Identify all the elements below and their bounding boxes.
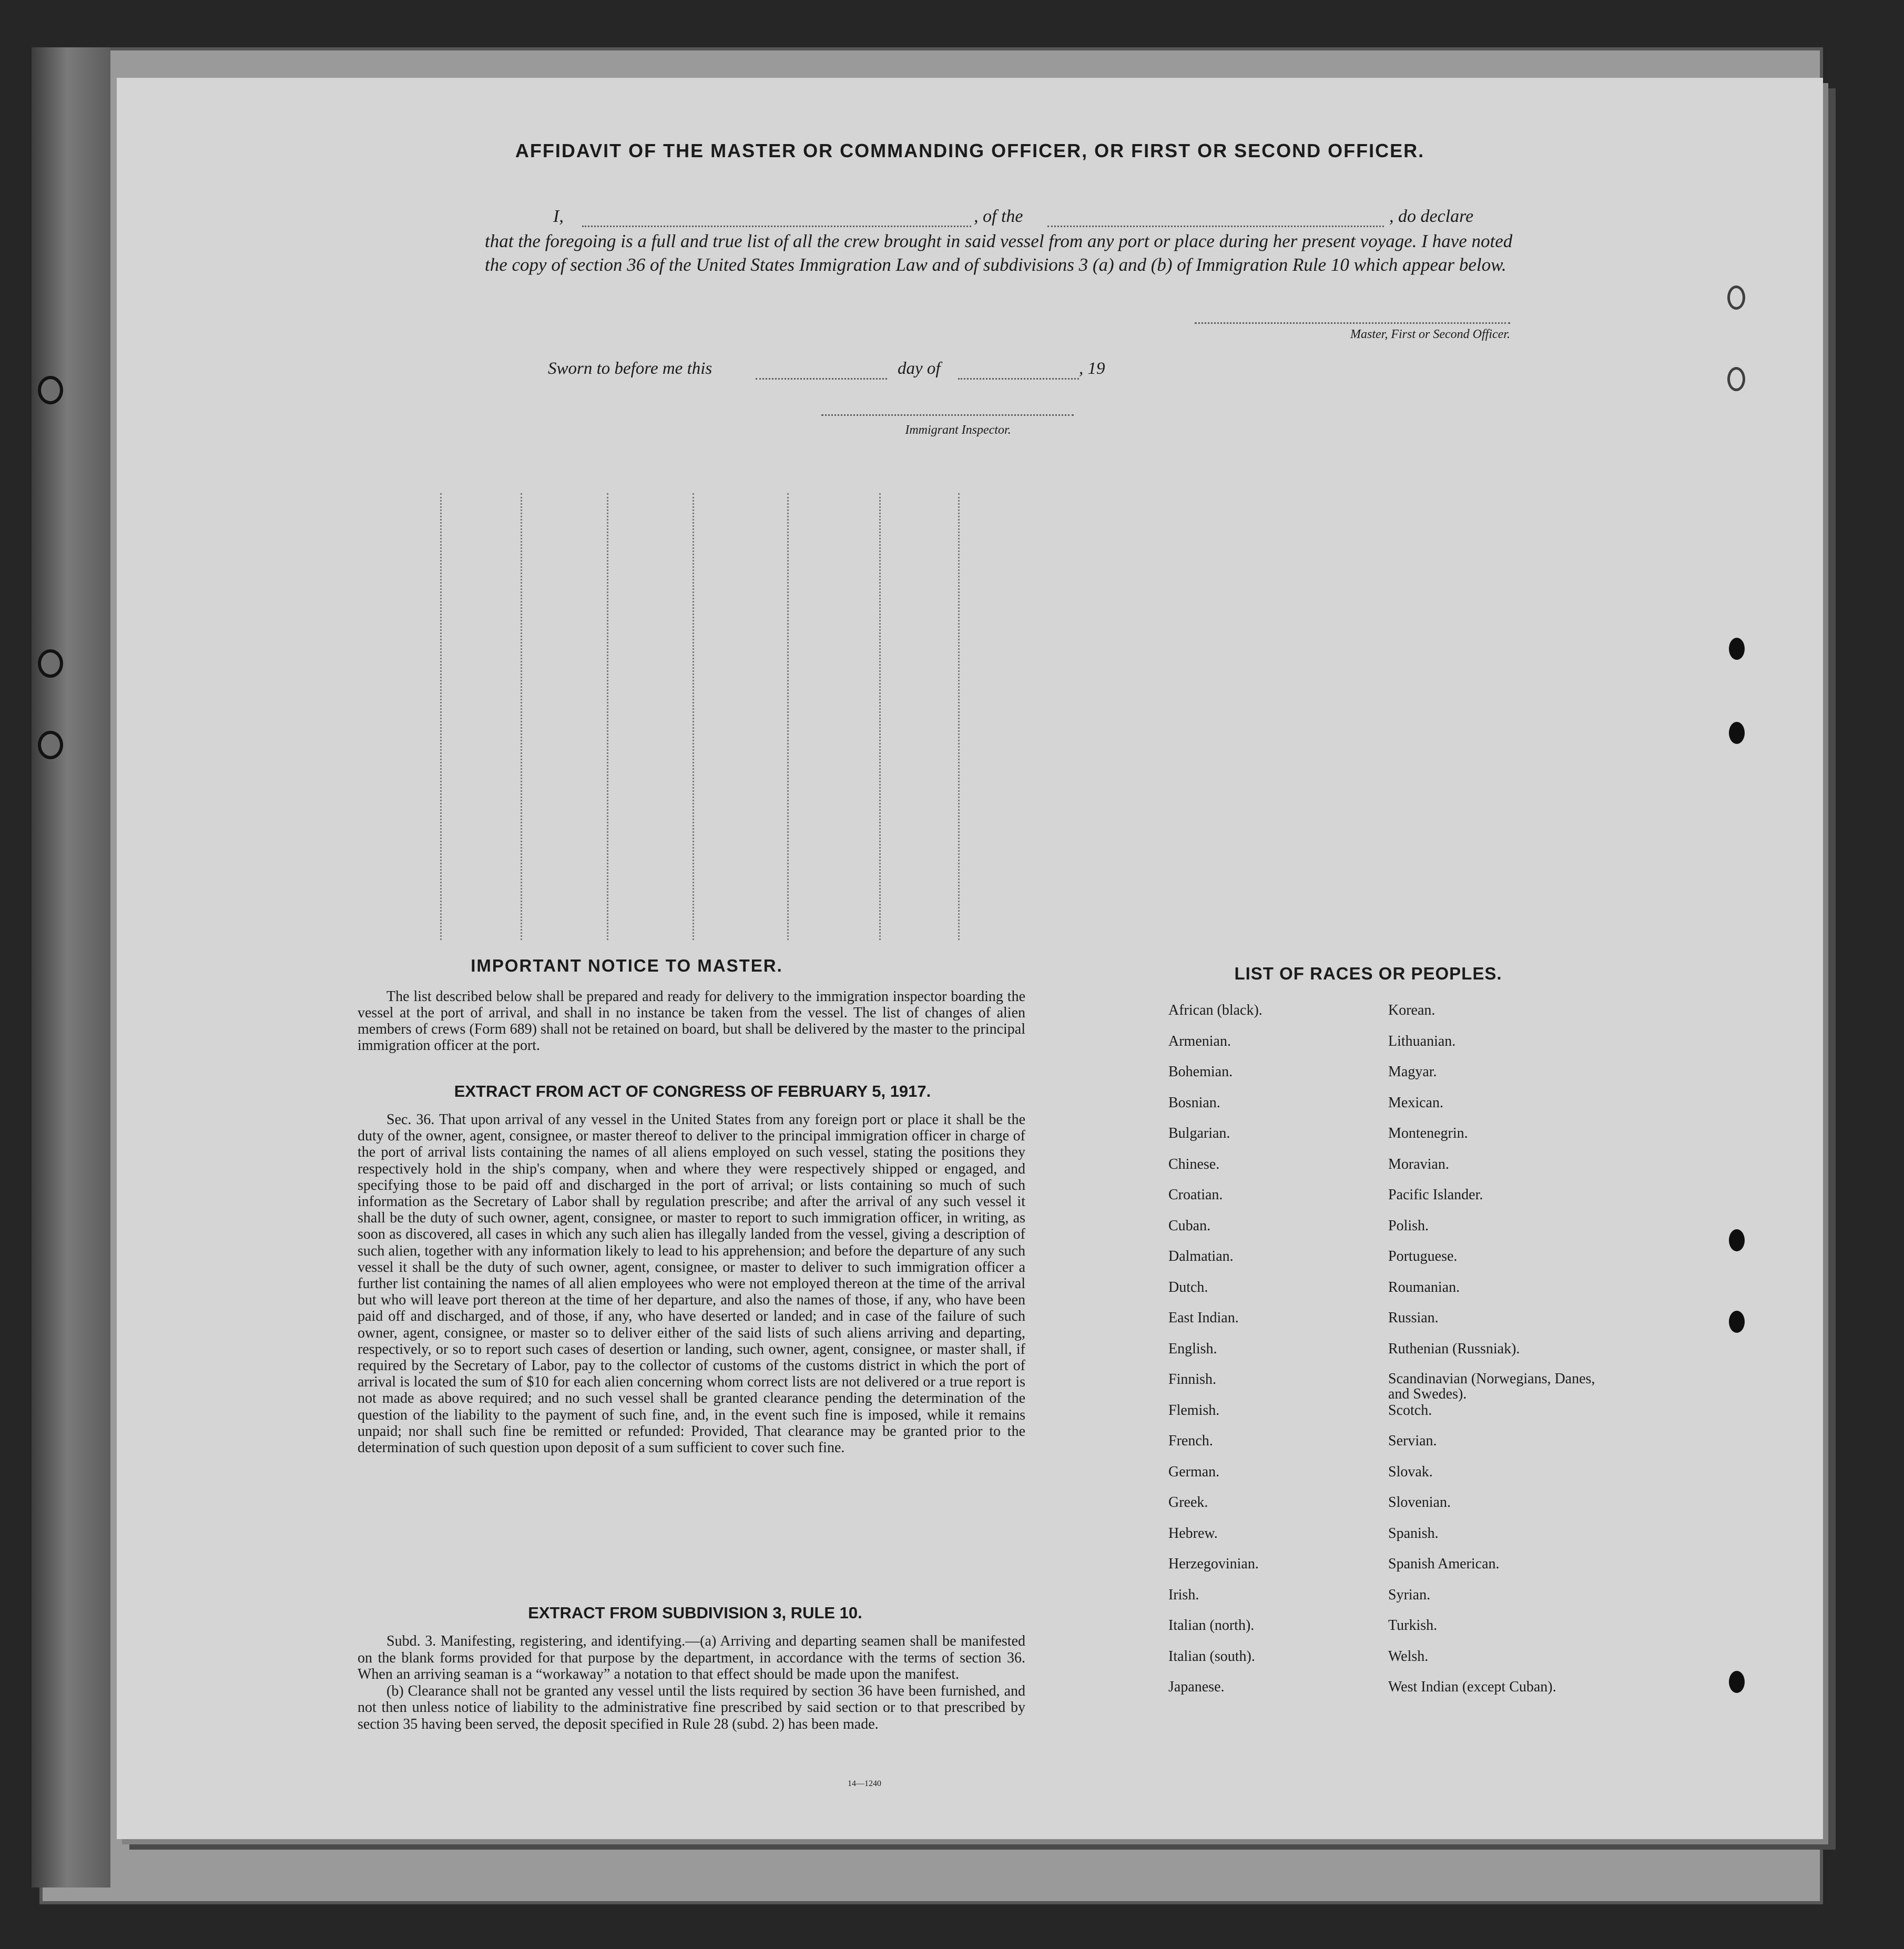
race-item: Dutch. bbox=[1168, 1279, 1208, 1295]
column-rule bbox=[958, 493, 960, 940]
punch-hole bbox=[1727, 285, 1745, 310]
punch-hole bbox=[1729, 1671, 1745, 1693]
master-signature-field[interactable] bbox=[1195, 322, 1510, 324]
races-right-column bbox=[1388, 1002, 1662, 1710]
punch-hole bbox=[1727, 367, 1745, 391]
race-item: Polish. bbox=[1388, 1217, 1429, 1234]
race-item: Welsh. bbox=[1388, 1648, 1429, 1665]
column-rule bbox=[693, 493, 694, 940]
affidavit-of-the-label: , of the bbox=[974, 207, 1023, 226]
affidavit-i-label: I, bbox=[553, 207, 564, 226]
race-item: Servian. bbox=[1388, 1433, 1437, 1449]
race-item: English. bbox=[1168, 1340, 1217, 1357]
race-item: Slovenian. bbox=[1388, 1494, 1451, 1511]
column-rule bbox=[440, 493, 442, 940]
form-code: 14—1240 bbox=[848, 1779, 881, 1788]
race-item: Syrian. bbox=[1388, 1586, 1431, 1603]
race-item: Spanish American. bbox=[1388, 1556, 1500, 1572]
race-item: Irish. bbox=[1168, 1586, 1199, 1603]
race-item: Greek. bbox=[1168, 1494, 1208, 1511]
master-signature-label: Master, First or Second Officer. bbox=[1350, 328, 1510, 341]
race-item: African (black). bbox=[1168, 1002, 1262, 1018]
rule-extract-title: EXTRACT FROM SUBDIVISION 3, RULE 10. bbox=[528, 1604, 862, 1622]
race-item: Bulgarian. bbox=[1168, 1125, 1230, 1141]
race-item: Russian. bbox=[1388, 1310, 1439, 1326]
race-item: Croatian. bbox=[1168, 1187, 1223, 1203]
punch-hole bbox=[1729, 1229, 1745, 1251]
race-item: Turkish. bbox=[1388, 1617, 1438, 1634]
column-rule bbox=[879, 493, 881, 940]
column-rule bbox=[607, 493, 608, 940]
sworn-day-field[interactable] bbox=[756, 378, 887, 380]
sworn-month-field[interactable] bbox=[958, 378, 1079, 380]
binder-ring bbox=[38, 376, 63, 404]
vessel-name-field[interactable] bbox=[1047, 226, 1384, 227]
sworn-label: Sworn to before me this bbox=[548, 359, 712, 378]
race-item: Italian (north). bbox=[1168, 1617, 1255, 1634]
race-item: West Indian (except Cuban). bbox=[1388, 1679, 1556, 1695]
race-item: Flemish. bbox=[1168, 1402, 1220, 1419]
race-item: Finnish. bbox=[1168, 1371, 1217, 1387]
race-item: Japanese. bbox=[1168, 1679, 1225, 1695]
race-item: Roumanian. bbox=[1388, 1279, 1460, 1295]
race-item: Italian (south). bbox=[1168, 1648, 1255, 1665]
rule-extract-body bbox=[358, 1633, 1025, 1732]
rule-paragraph-a: Subd. 3. Manifesting, registering, and identifying.—(a) Arriving and departing seamen shall be manifested on the blank forms provided for that purpose by the department, in accordance with the terms of section 36. When an arriving seaman is a “workaway” a notation to that effect should be made upon the manifest. bbox=[358, 1633, 1025, 1682]
race-item: Bohemian. bbox=[1168, 1064, 1233, 1080]
inspector-signature-label: Immigrant Inspector. bbox=[905, 423, 1011, 437]
notice-body: The list described below shall be prepared and ready for delivery to the immigration inspector boarding the vessel at the port of arrival, and shall in no instance be taken from the vessel. The list of changes of alien members of crews (Form 689) shall not be retained on board, but shall be delivered by the master to the principal immigration officer at the port. bbox=[358, 988, 1025, 1054]
punch-hole bbox=[1729, 722, 1745, 744]
race-item: Ruthenian (Russniak). bbox=[1388, 1340, 1520, 1357]
race-item: Lithuanian. bbox=[1388, 1033, 1456, 1049]
race-item: Bosnian. bbox=[1168, 1094, 1220, 1111]
act-extract-body: Sec. 36. That upon arrival of any vessel in the United States from any foreign port or place it shall be the duty of the owner, agent, consignee, or master thereof to deliver to the principal immigration officer in charge of the port of arrival lists containing the names of all aliens employed on such vessel, stating the positions they respectively hold in the ship's company, when and where they were respectively shipped or engaged, and specifying those to be paid off and discharged in the port of arrival; or lists containing so much of such information as the Secretary of Labor shall by regulation prescribe; and after the arrival of any such vessel it shall be the duty of such owner, agent, consignee, or master to report to such immigration officer, in writing, as soon as discovered, all cases in which any such alien has illegally landed from the vessel, giving a description of such alien, together with any information likely to lead to his apprehension; and before the departure of any such vessel it shall be the duty of such owner, agent, consignee, or master to deliver to such immigration officer a further list containing the names of all alien employees who were not employed thereon at the time of the arrival but who will leave port thereon at the time of her departure, and also the names of those, if any, who have been paid off and discharged, and of those, if any, who have deserted or landed; and in case of the failure of such owner, agent, consignee, or master so to deliver either of the said lists of such aliens arriving and departing, respectively, or so to report such cases of desertion or landing, such owner, agent, consignee, or master shall, if required by the Secretary of Labor, pay to the collector of customs of the customs district in which the port of arrival is located the sum of $10 for each alien concerning whom correct lists are not delivered or a true report is not made as above required; and no such vessel shall be granted clearance pending the determination of the question of the liability to the payment of such fine, and, in the event such fine is imposed, while it remains unpaid; nor shall such fine be remitted or refunded: Provided, That clearance may be granted prior to the determination of such question upon deposit of a sum sufficient to cover such fine. bbox=[358, 1111, 1025, 1456]
inspector-signature-field[interactable] bbox=[821, 414, 1074, 416]
race-item: Scotch. bbox=[1388, 1402, 1432, 1419]
race-item: Spanish. bbox=[1388, 1525, 1439, 1542]
affidavit-title: AFFIDAVIT OF THE MASTER OR COMMANDING OFFICER, OR FIRST OR SECOND OFFICER. bbox=[515, 140, 1425, 161]
column-rule bbox=[787, 493, 789, 940]
races-list-title: LIST OF RACES OR PEOPLES. bbox=[1234, 964, 1502, 983]
race-item: East Indian. bbox=[1168, 1310, 1239, 1326]
race-item: Slovak. bbox=[1388, 1463, 1433, 1480]
race-item: Herzegovinian. bbox=[1168, 1556, 1259, 1572]
form-page bbox=[117, 78, 1823, 1839]
race-item: Armenian. bbox=[1168, 1033, 1231, 1049]
race-item: Montenegrin. bbox=[1388, 1125, 1468, 1141]
race-item: Dalmatian. bbox=[1168, 1248, 1234, 1264]
officer-name-field[interactable] bbox=[582, 226, 971, 227]
race-item: Chinese. bbox=[1168, 1156, 1220, 1172]
day-of-label: day of bbox=[898, 359, 941, 378]
race-item: Korean. bbox=[1388, 1002, 1435, 1018]
sworn-line bbox=[548, 359, 1231, 382]
race-item: Magyar. bbox=[1388, 1064, 1437, 1080]
column-rule bbox=[521, 493, 522, 940]
race-item: Hebrew. bbox=[1168, 1525, 1218, 1542]
rule-paragraph-b: (b) Clearance shall not be granted any vessel until the lists required by section 36 have been furnished, and not then unless notice of liability to the administrative fine prescribed by said section or to that prescribed by section 35 having been served, the deposit specified in Rule 28 (subd. 2) has been made. bbox=[358, 1682, 1025, 1732]
binder-ring bbox=[38, 731, 63, 759]
race-item: French. bbox=[1168, 1433, 1213, 1449]
races-left-column bbox=[1168, 1002, 1358, 1710]
act-extract-title: EXTRACT FROM ACT OF CONGRESS OF FEBRUARY 5, 1917. bbox=[454, 1082, 931, 1100]
race-item: Portuguese. bbox=[1388, 1248, 1458, 1264]
punch-hole bbox=[1729, 638, 1745, 660]
race-item: German. bbox=[1168, 1463, 1220, 1480]
affidavit-do-declare-label: , do declare bbox=[1389, 207, 1474, 226]
race-item: Mexican. bbox=[1388, 1094, 1443, 1111]
punch-hole bbox=[1729, 1311, 1745, 1333]
race-item: Pacific Islander. bbox=[1388, 1187, 1483, 1203]
race-item: Scandinavian (Norwegians, Danes, and Swedes). bbox=[1388, 1371, 1595, 1402]
race-item: Cuban. bbox=[1168, 1217, 1211, 1234]
binder-ring bbox=[38, 649, 63, 678]
year-label: , 19 bbox=[1079, 359, 1105, 378]
affidavit-body: that the foregoing is a full and true list of all the crew brought in said vessel from any port or place during her present voyage. I have noted the copy of section 36 of the United States Immigration Law and of subdivisions 3 (a) and (b) of Immigration Rule 10 which appear below. bbox=[485, 231, 1513, 275]
binder-strip bbox=[32, 47, 110, 1887]
race-item: Moravian. bbox=[1388, 1156, 1449, 1172]
notice-title: IMPORTANT NOTICE TO MASTER. bbox=[471, 956, 783, 975]
